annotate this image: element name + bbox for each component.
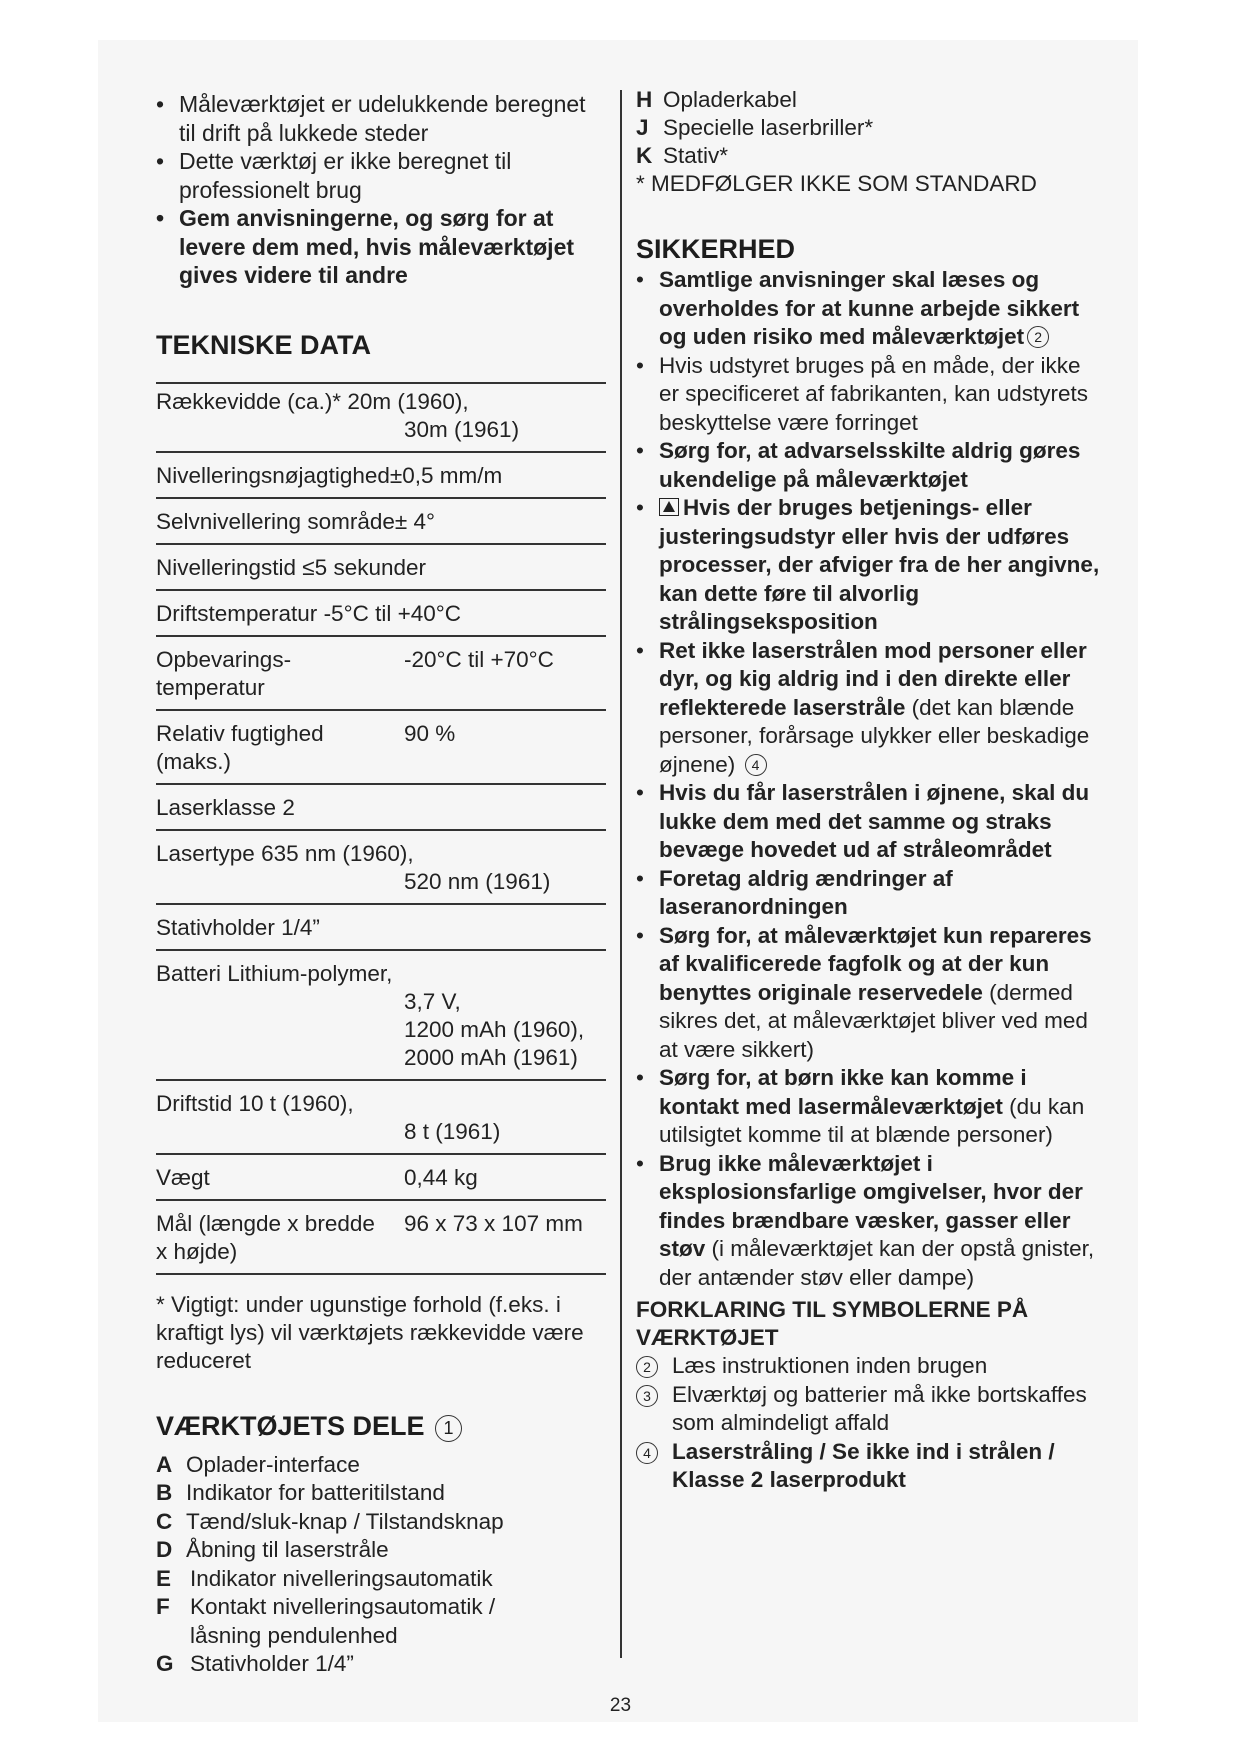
table-row: Driftstemperatur -5°C til +40°C bbox=[156, 596, 606, 637]
table-row: Selvnivellering sområde± 4° bbox=[156, 504, 606, 545]
symbol-number: 2 bbox=[636, 1356, 658, 1378]
list-item: • Sørg for, at børn ikke kan komme i kontakt med lasermåleværktøjet (du kan utilsigtet komme til at blænde personer) bbox=[636, 1065, 1085, 1147]
list-item: F Kontakt nivelleringsautomatik / låsning pendulenhed bbox=[156, 1594, 496, 1648]
figure-ref: 4 bbox=[745, 754, 767, 776]
list-item: • Ret ikke laserstrålen mod personer eller dyr, og kig aldrig ind i den direkte eller reflekterede laserstråle (det kan blænde personer, forårsage ulykker eller beskadige øjnene) 4 bbox=[636, 637, 1090, 777]
table-row: Relativ fugtighed 90 % (maks.) bbox=[156, 716, 606, 785]
list-item: J Specielle laserbriller* bbox=[636, 115, 874, 140]
list-item: • Samtlige anvisninger skal læses og overholdes for at kunne arbejde sikkert og uden risiko med måleværktøjet 2 bbox=[636, 267, 1080, 349]
list-item: • Dette værktøj er ikke beregnet til professionelt brug bbox=[156, 148, 512, 203]
table-row: Batteri Lithium-polymer, 3,7 V, 1200 mAh (1960), 2000 mAh (1961) bbox=[156, 956, 606, 1081]
list-item: • Hvis der bruges betjenings- eller justeringsudstyr eller hvis der udføres processer, der afviger fra de her angivne, kan dette føre til alvorlig strålingseksposition bbox=[636, 495, 1100, 634]
symbol-number: 3 bbox=[636, 1385, 658, 1407]
table-row: Driftstid 10 t (1960), 8 t (1961) bbox=[156, 1086, 606, 1155]
tech-heading: TEKNISKE DATA bbox=[156, 329, 371, 360]
table-row: Vægt 0,44 kg bbox=[156, 1160, 606, 1201]
list-item: B Indikator for batteritilstand bbox=[156, 1480, 445, 1505]
list-item: K Stativ* bbox=[636, 143, 729, 168]
list-item: • Sørg for, at måleværktøjet kun repareres af kvalificerede fagfolk og at der kun benyttes originale reservedele (dermed sikres det, at måleværktøjet bliver ved med at være sikkert) bbox=[636, 922, 1092, 1062]
list-item: D Åbning til laserstråle bbox=[156, 1537, 389, 1562]
table-row: Lasertype 635 nm (1960), 520 nm (1961) bbox=[156, 836, 606, 905]
list-item: G Stativholder 1/4” bbox=[156, 1651, 354, 1676]
list-item: E Indikator nivelleringsautomatik bbox=[156, 1565, 493, 1591]
safety-list bbox=[636, 266, 1106, 1292]
parts-list bbox=[156, 1451, 606, 1679]
warning-icon bbox=[659, 498, 679, 516]
table-row: Mål (længde x bredde 96 x 73 x 107 mm x højde) bbox=[156, 1206, 606, 1275]
tech-table bbox=[156, 382, 606, 1275]
safety-heading: SIKKERHED bbox=[636, 234, 796, 264]
intro-list bbox=[156, 90, 606, 290]
parts-list-continued bbox=[636, 86, 1106, 198]
intro-text: Dette værktøj er ikke beregnet til professionelt brug bbox=[179, 148, 512, 203]
list-item: • Sørg for, at advarselsskilte aldrig gøres ukendelige på måleværktøjet bbox=[636, 438, 1081, 492]
list-item: • Brug ikke måleværktøjet i eksplosionsfarlige omgivelser, hvor der findes brændbare væsker, gasser eller støv (i måleværktøjet kan der opstå gnister, der antænder støv eller dampe) bbox=[636, 1150, 1095, 1290]
list-item: • Gem anvisningerne, og sørg for at levere dem med, hvis måleværktøjet gives videre til andre bbox=[156, 205, 575, 288]
left-column bbox=[156, 90, 606, 1679]
list-item: 3 Elværktøj og batterier må ikke bortskaffes som almindeligt affald bbox=[636, 1381, 1106, 1438]
list-item: C Tænd/sluk-knap / Tilstandsknap bbox=[156, 1508, 504, 1534]
figure-ref: 1 bbox=[435, 1415, 462, 1442]
table-row: Nivelleringsnøjagtighed±0,5 mm/m bbox=[156, 458, 606, 499]
tech-footnote: * Vigtigt: under ugunstige forhold (f.eks. i kraftigt lys) vil værktøjets rækkevidde være reduceret bbox=[156, 1291, 584, 1373]
right-column bbox=[636, 86, 1106, 1495]
intro-text: Måleværktøjet er udelukkende beregnet til drift på lukkede steder bbox=[179, 91, 586, 146]
table-row: Rækkevidde (ca.)* 20m (1960), 30m (1961) bbox=[156, 384, 606, 453]
list-item: H Opladerkabel bbox=[636, 87, 797, 112]
list-item: 2 Læs instruktionen inden brugen bbox=[636, 1352, 1106, 1381]
symbols-heading: FORKLARING TIL SYMBOLERNE PÅ VÆRKTØJET bbox=[636, 1297, 1029, 1350]
list-item: A Oplader-interface bbox=[156, 1451, 360, 1477]
column-divider bbox=[620, 90, 622, 1658]
list-item: • Måleværktøjet er udelukkende beregnet til drift på lukkede steder bbox=[156, 91, 586, 146]
list-item: • Hvis udstyret bruges på en måde, der ikke er specificeret af fabrikanten, kan udstyrets beskyttelse være forringet bbox=[636, 352, 1088, 435]
list-item: • Foretag aldrig ændringer af laseranordningen bbox=[636, 865, 953, 919]
table-row: Stativholder 1/4” bbox=[156, 910, 606, 951]
symbols-list bbox=[636, 1352, 1106, 1495]
table-row: Opbevarings- -20°C til +70°C temperatur bbox=[156, 642, 606, 711]
list-item: 4 Laserstråling / Se ikke ind i strålen / Klasse 2 laserprodukt bbox=[636, 1438, 1106, 1495]
parts-heading: VÆRKTØJETS DELE 1 bbox=[156, 1409, 606, 1443]
list-item: • Hvis du får laserstrålen i øjnene, skal du lukke dem med det samme og straks bevæge hovedet ud af stråleområdet bbox=[636, 780, 1090, 862]
table-row: Nivelleringstid ≤5 sekunder bbox=[156, 550, 606, 591]
symbol-number: 4 bbox=[636, 1442, 658, 1464]
page-number: 23 bbox=[609, 1695, 632, 1716]
figure-ref: 2 bbox=[1027, 326, 1049, 348]
intro-text: Gem anvisningerne, og sørg for at levere dem med, hvis måleværktøjet gives videre til andre bbox=[179, 205, 575, 288]
table-row: Laserklasse 2 bbox=[156, 790, 606, 831]
standard-note: * MEDFØLGER IKKE SOM STANDARD bbox=[636, 171, 1037, 196]
